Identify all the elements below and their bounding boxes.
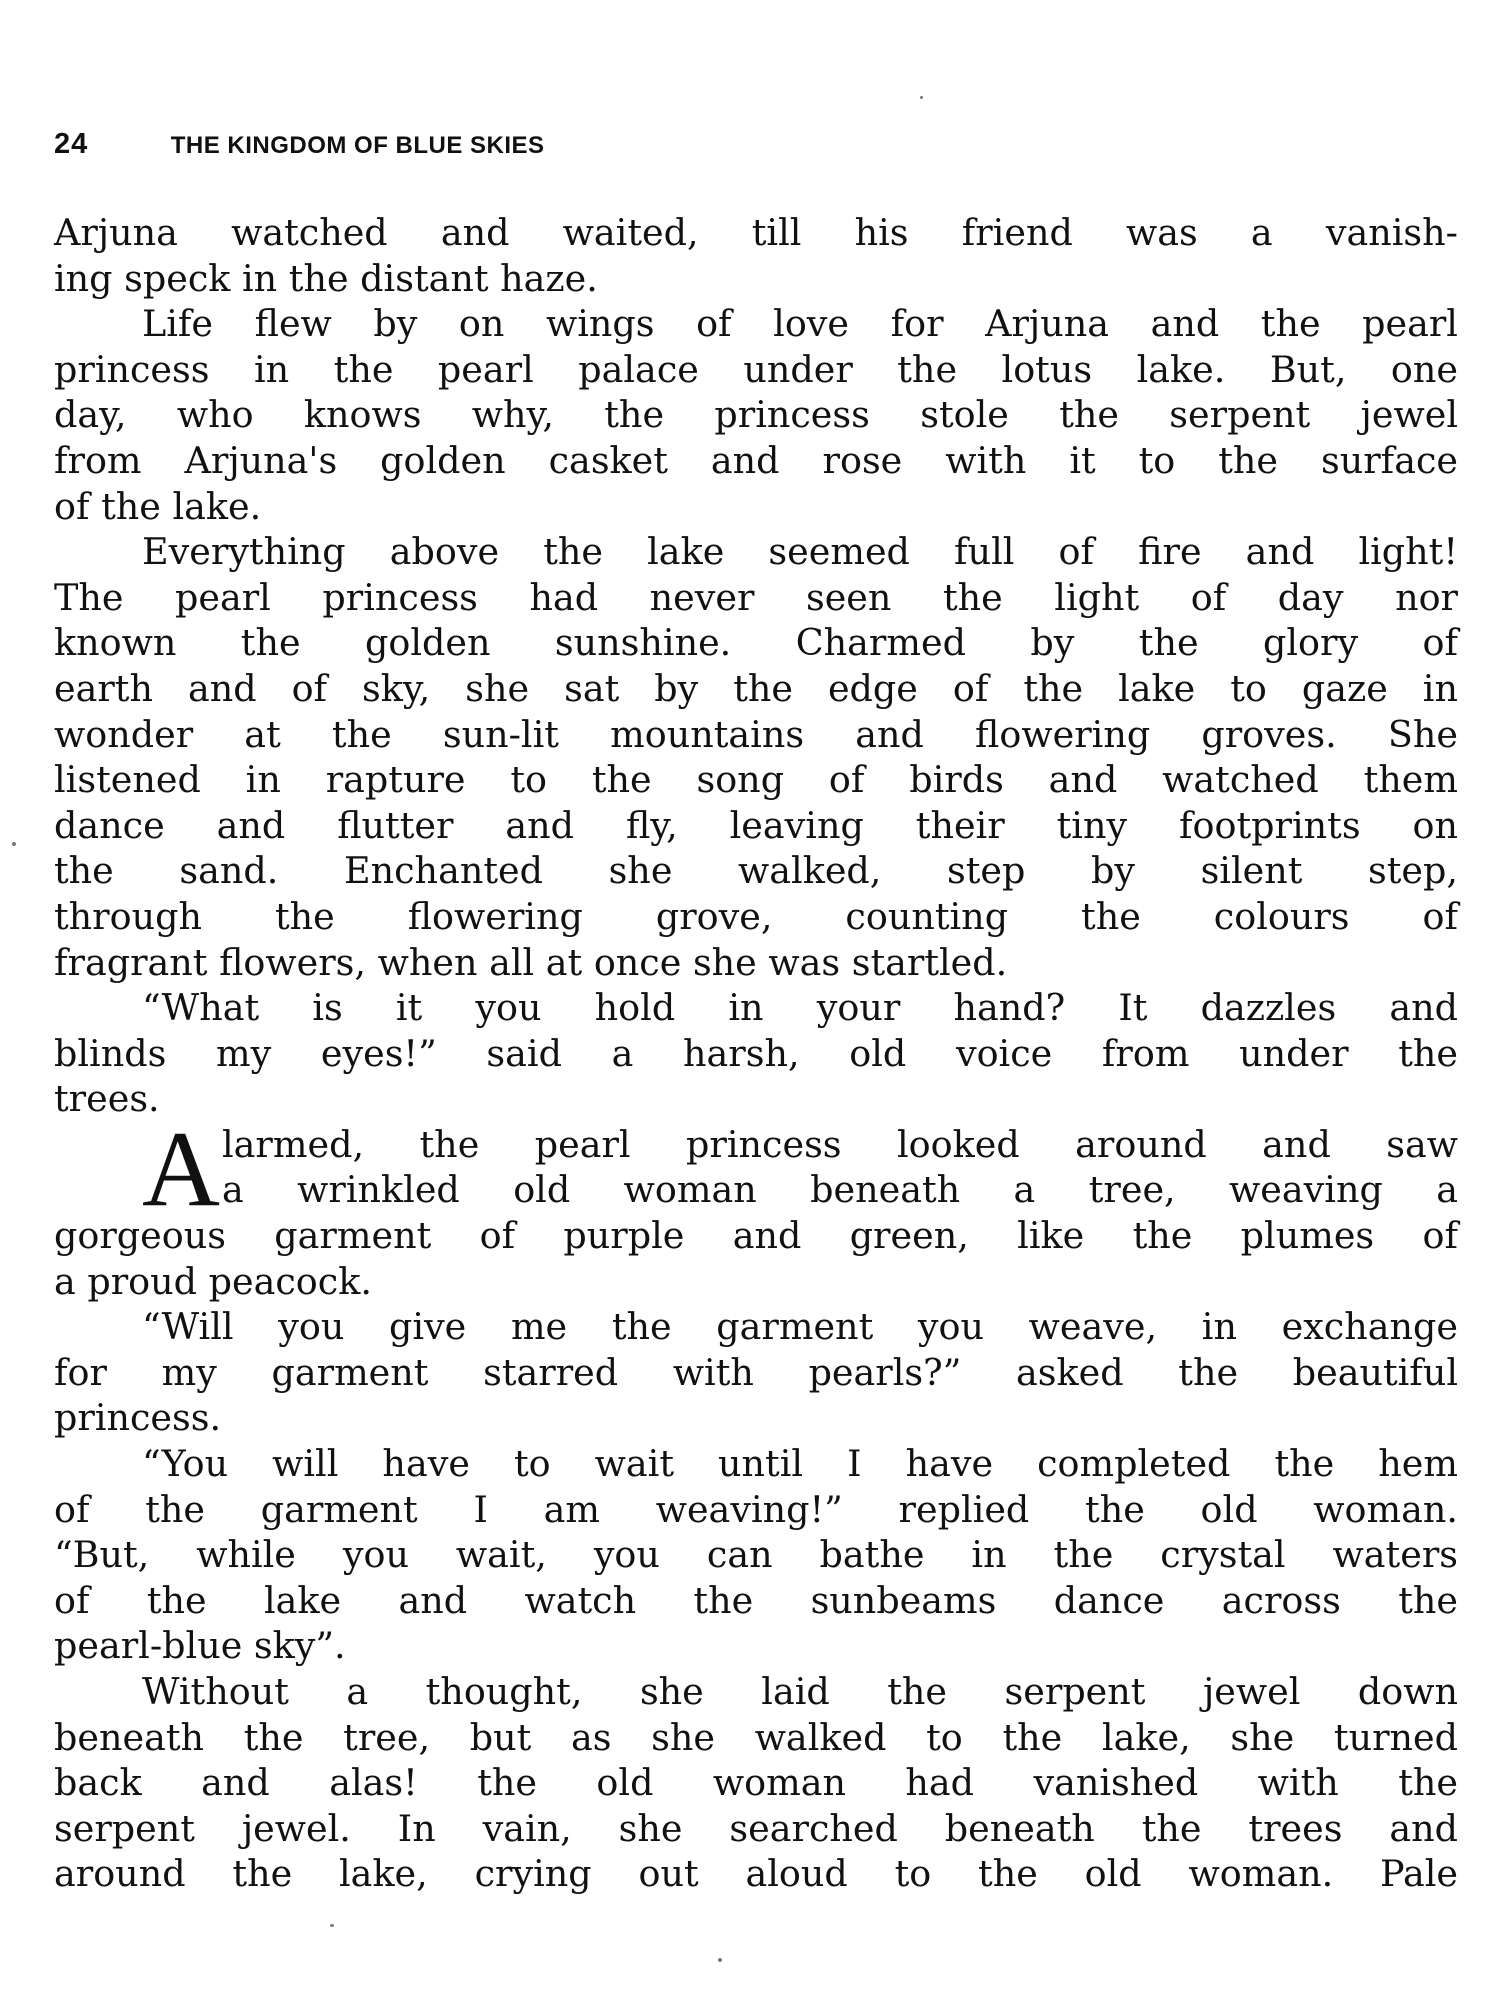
scan-speck: [920, 96, 923, 99]
text-line: “Will you give me the garment you weave, in exchange: [142, 1305, 1458, 1349]
text-line: Without a thought, she laid the serpent jewel down: [142, 1670, 1458, 1713]
scan-speck: [718, 1958, 722, 1962]
text-line: of the lake and watch the sunbeams dance across the: [54, 1578, 1458, 1622]
text-line: ing speck in the distant haze.: [54, 256, 598, 300]
drop-cap-paragraph: [54, 1109, 1458, 1229]
text-line: earth and of sky, she sat by the edge of the lake to gaze in: [54, 666, 1458, 710]
text-line: Arjuna watched and waited, till his friend was a vanish-: [54, 211, 1458, 254]
text-line: Life flew by on wings of love for Arjuna and the pearl: [142, 302, 1458, 346]
text-line: gorgeous garment of purple and green, like the plumes of: [54, 1214, 1458, 1258]
text-line: The pearl princess had never seen the light of day nor: [54, 575, 1458, 619]
text-line: princess.: [54, 1396, 222, 1440]
text-line: of the lake.: [54, 484, 262, 528]
text-line: fragrant flowers, when all at once she was startled.: [54, 940, 1008, 984]
drop-cap: A: [142, 1109, 220, 1229]
text-line: Everything above the lake seemed full of fire and light!: [142, 530, 1458, 574]
text-line: the sand. Enchanted she walked, step by silent step,: [54, 849, 1458, 893]
scan-speck: [12, 842, 16, 846]
text-line: known the golden sunshine. Charmed by the glory of: [54, 621, 1458, 665]
scan-speck: [330, 1924, 334, 1927]
text-line: beneath the tree, but as she walked to the lake, she turned: [54, 1715, 1458, 1759]
text-line: dance and flutter and fly, leaving their tiny footprints on: [54, 803, 1458, 847]
text-line: a proud peacock.: [54, 1259, 372, 1303]
text-line: trees.: [54, 1077, 160, 1121]
running-head: [54, 128, 1454, 168]
text-line: a wrinkled old woman beneath a tree, weaving a: [222, 1168, 1458, 1212]
text-line: blinds my eyes!” said a harsh, old voice from under the: [54, 1031, 1458, 1075]
text-line: from Arjuna's golden casket and rose with it to the surface: [54, 438, 1458, 482]
text-line: for my garment starred with pearls?” asked the beautiful: [54, 1350, 1458, 1394]
text-line: day, who knows why, the princess stole the serpent jewel: [54, 393, 1458, 437]
running-title: THE KINGDOM OF BLUE SKIES: [170, 132, 545, 159]
text-line: princess in the pearl palace under the lotus lake. But, one: [54, 347, 1458, 391]
text-line: listened in rapture to the song of birds and watched them: [54, 758, 1458, 802]
text-line: “You will have to wait until I have completed the hem: [142, 1442, 1458, 1486]
text-line: around the lake, crying out aloud to the old woman. Pale: [54, 1852, 1458, 1896]
text-line: “But, while you wait, you can bathe in the crystal waters: [54, 1533, 1458, 1577]
text-line: serpent jewel. In vain, she searched beneath the trees and: [54, 1806, 1458, 1850]
text-line: larmed, the pearl princess looked around and saw: [222, 1122, 1458, 1166]
body-text: [54, 210, 1458, 1897]
page-number: 24: [54, 128, 89, 160]
text-line: back and alas! the old woman had vanished with the: [54, 1761, 1458, 1805]
text-line: through the flowering grove, counting the colours of: [54, 894, 1458, 938]
text-line: wonder at the sun-lit mountains and flowering groves. She: [54, 712, 1458, 756]
text-line: “What is it you hold in your hand? It dazzles and: [142, 986, 1458, 1030]
text-line: of the garment I am weaving!” replied the old woman.: [54, 1487, 1458, 1531]
text-line: pearl-blue sky”.: [54, 1624, 346, 1668]
